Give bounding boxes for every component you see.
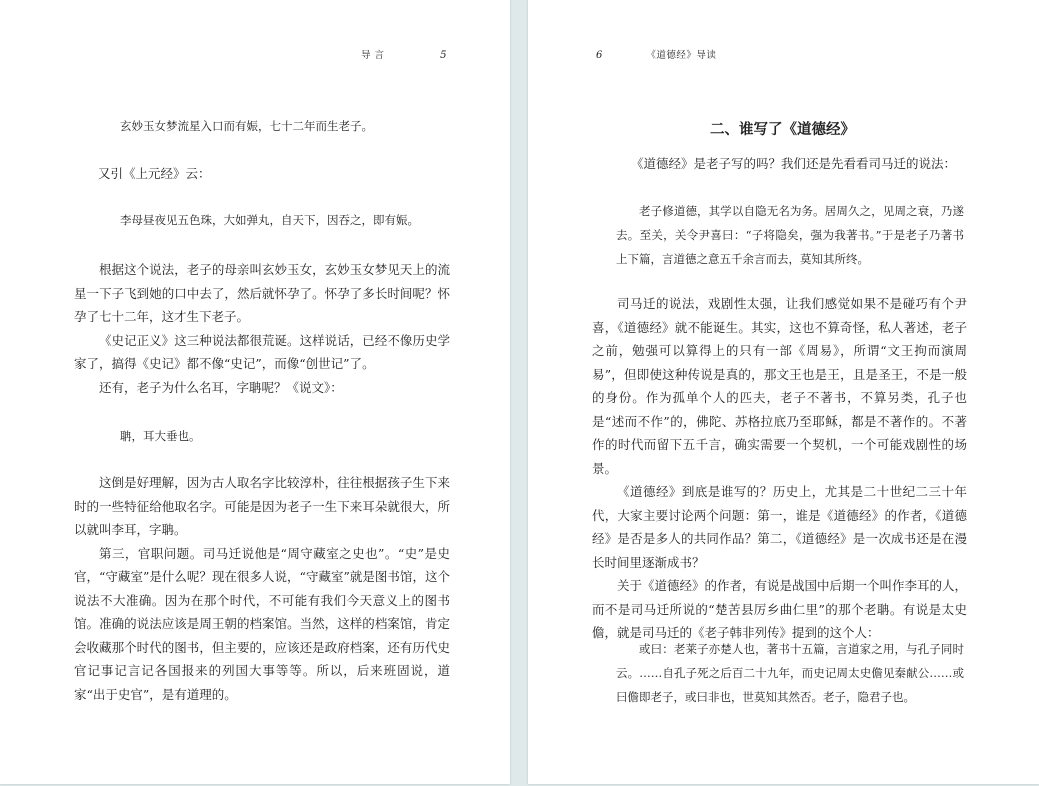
right-body-block <box>592 292 967 645</box>
left-page <box>0 0 510 784</box>
right-header-title: 《道德经》导读 <box>646 50 717 61</box>
paragraph: 司马迁的说法，戏剧性太强，让我们感觉如果不是碰巧有个尹喜，《道德经》就不能诞生。其实，这也不算奇怪，私人著述，老子之前，勉强可以算得上的只有一部《周易》，所谓“文王拘而演周易”，但即使这种传说是真的，那文王也是王，且是圣王，不是一般的身份。作为孤单个人的匹夫，老子不著书，不算另类，孔子也是“述而不作”的，佛陀、苏格拉底乃至耶稣，都是不著作的。不著作的时代而留下五千言，确实需要一个契机，一个可能戏剧性的场景。 <box>592 296 967 476</box>
left-intro-paragraph <box>98 162 450 186</box>
quote-text: 或曰：老莱子亦楚人也，著书十五篇，言道家之用，与孔子同时云。……自孔子死之后百二十九年，而史记周太史儋见秦献公……或曰儋即老子，或曰非也，世莫知其然否。老子，隐君子也。 <box>616 642 964 704</box>
quote-text: 玄妙玉女梦流星入口而有娠，七十二年而生老子。 <box>120 119 373 133</box>
left-quote-3 <box>120 424 450 448</box>
right-intro-paragraph <box>606 152 968 176</box>
paragraph: 关于《道德经》的作者，有说是战国中后期一个叫作李耳的人，而不是司马迁所说的“楚苦县厉乡曲仁里”的那个老聃。有说是太史儋，就是司马迁的《老子韩非列传》提到的这个人： <box>592 578 968 640</box>
right-running-header <box>596 47 716 61</box>
paragraph: 第三，官职问题。司马迁说他是“周守藏室之史也”。“史”是史官，“守藏室”是什么呢？现在很多人说，“守藏室”就是图书馆，这个说法不大准确。因为在那个时代，不可能有我们今天意义上的图书馆。准确的说法应该是周王朝的档案馆。当然，这样的档案馆，肯定会收藏那个时代的图书，但主要的，应该还是政府档案，还有历代史官记事记言记各国报来的列国大事等等。所以，后来班固说，道家“出于史官”，是有道理的。 <box>74 545 450 702</box>
quote-text: 老子修道德，其学以自隐无名为务。居周久之，见周之衰，乃遂去。至关，关令尹喜曰：“子将隐矣，强为我著书。”于是老子乃著书上下篇，言道德之意五千余言而去，莫知其所终。 <box>616 204 964 266</box>
left-header-title: 导 言 <box>361 50 385 61</box>
paragraph: 又引《上元经》云： <box>98 166 211 181</box>
left-quote-2 <box>120 208 450 232</box>
quote-text: 李母昼夜见五色珠，大如弹丸，自天下，因吞之，即有娠。 <box>120 213 419 227</box>
left-body-block-2 <box>74 471 450 706</box>
left-quote-1 <box>120 114 450 138</box>
quote-text: 聃，耳大垂也。 <box>120 429 201 443</box>
section-title: 二、谁写了《道德经》 <box>710 121 855 138</box>
paragraph: 《史记正义》这三种说法都很荒诞。这样说话，已经不像历史学家了，搞得《史记》都不像“史记”，而像“创世记”了。 <box>74 332 450 371</box>
paragraph: 《道德经》是老子写的吗？我们还是先看看司马迁的说法： <box>631 156 957 171</box>
right-quote-1 <box>616 199 964 271</box>
left-page-number: 5 <box>440 50 447 61</box>
paragraph: 根据这个说法，老子的母亲叫玄妙玉女，玄妙玉女梦见天上的流星一下子飞到她的口中去了，然后就怀孕了。怀孕了多长时间呢？怀孕了七十二年，这才生下老子。 <box>74 262 450 324</box>
right-quote-2 <box>616 637 964 709</box>
left-running-header <box>361 47 447 61</box>
left-body-block-1 <box>74 258 450 399</box>
paragraph: 《道德经》到底是谁写的？历史上，尤其是二十世纪二三十年代，大家主要讨论两个问题：第一，谁是《道德经》的作者，《道德经》是否是多人的共同作品？第二，《道德经》是一次成书还是在漫长时间里逐渐成书？ <box>592 484 967 570</box>
right-page-number: 6 <box>596 50 603 61</box>
paragraph: 这倒是好理解，因为古人取名字比较淳朴，往往根据孩子生下来时的一些特征给他取名字。可能是因为老子一生下来耳朵就很大，所以就叫李耳，字聃。 <box>74 475 450 537</box>
paragraph: 还有，老子为什么名耳，字聃呢？《说文》： <box>99 379 343 395</box>
right-page <box>528 0 1039 784</box>
